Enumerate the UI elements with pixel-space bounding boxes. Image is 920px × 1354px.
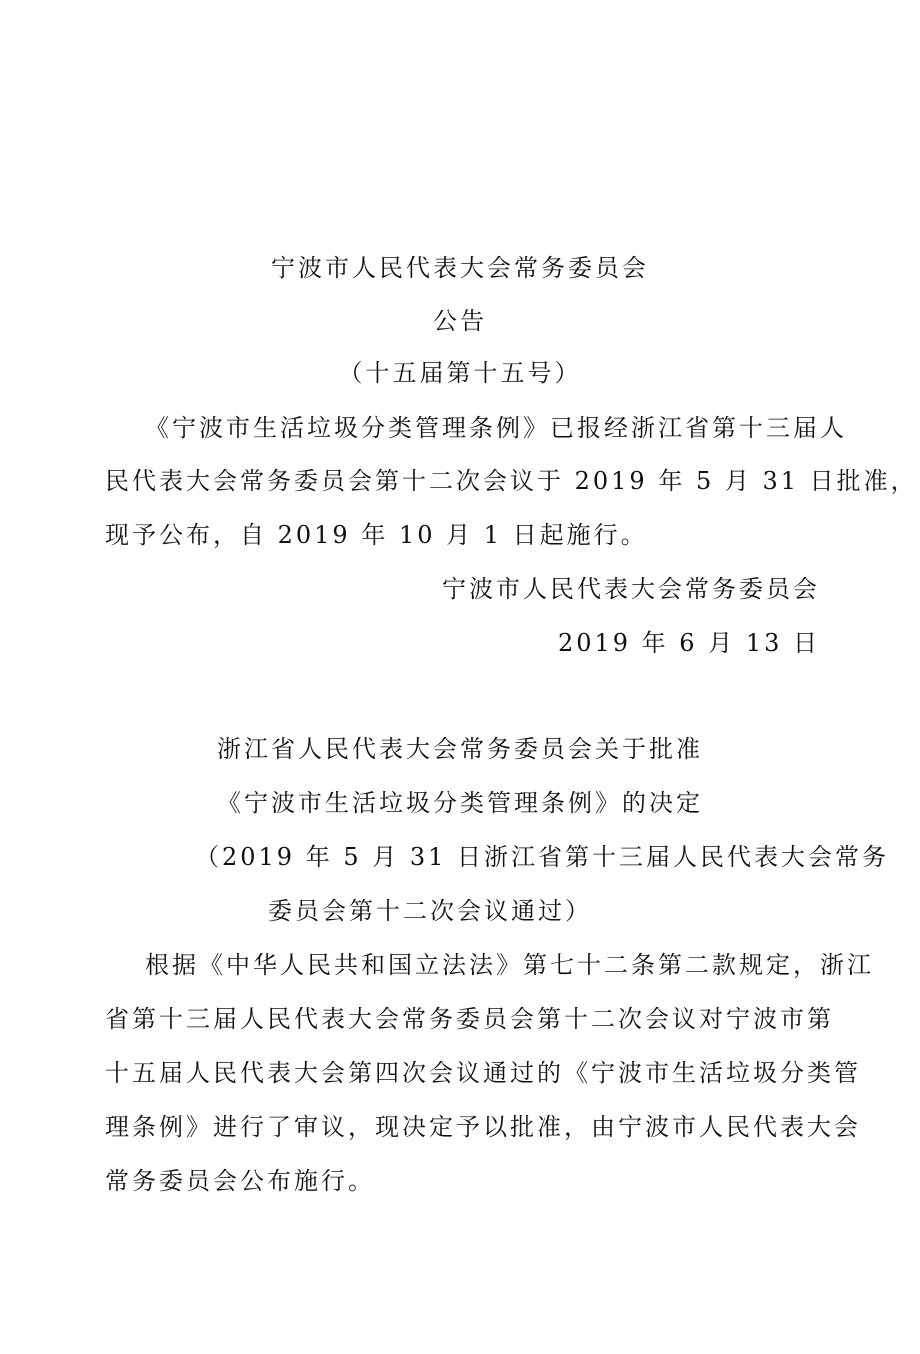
decision-body-line: 理条例》进行了审议，现决定予以批准，由宁波市人民代表大会 <box>105 1113 861 1141</box>
decision-body-line: 省第十三届人民代表大会常务委员会第十二次会议对宁波市第 <box>105 1005 834 1033</box>
decision-title-line2: 《宁波市生活垃圾分类管理条例》的决定 <box>217 789 703 817</box>
announcement-body-line: 民代表大会常务委员会第十二次会议于 2019 年 5 月 31 日批准， <box>105 467 918 495</box>
decision-title-line1: 浙江省人民代表大会常务委员会关于批准 <box>217 735 703 763</box>
announcement-number: （十五届第十五号） <box>338 359 582 387</box>
decision-body-line: 十五届人民代表大会第四次会议通过的《宁波市生活垃圾分类管 <box>105 1059 861 1087</box>
decision-body-line: 根据《中华人民共和国立法法》第七十二条第二款规定，浙江 <box>145 951 874 979</box>
announcement-issuer: 宁波市人民代表大会常务委员会 <box>271 254 649 282</box>
decision-passed-line1: （2019 年 5 月 31 日浙江省第十三届人民代表大会常务 <box>195 843 890 871</box>
announcement-title: 公告 <box>433 307 487 335</box>
announcement-signature: 宁波市人民代表大会常务委员会 <box>442 575 820 603</box>
announcement-date: 2019 年 6 月 13 日 <box>557 629 820 657</box>
announcement-body-line: 现予公布，自 2019 年 10 月 1 日起施行。 <box>105 521 648 549</box>
decision-body-line: 常务委员会公布施行。 <box>105 1167 375 1195</box>
announcement-body-line: 《宁波市生活垃圾分类管理条例》已报经浙江省第十三届人 <box>145 414 847 442</box>
decision-passed-line2: 委员会第十二次会议通过） <box>268 897 592 925</box>
